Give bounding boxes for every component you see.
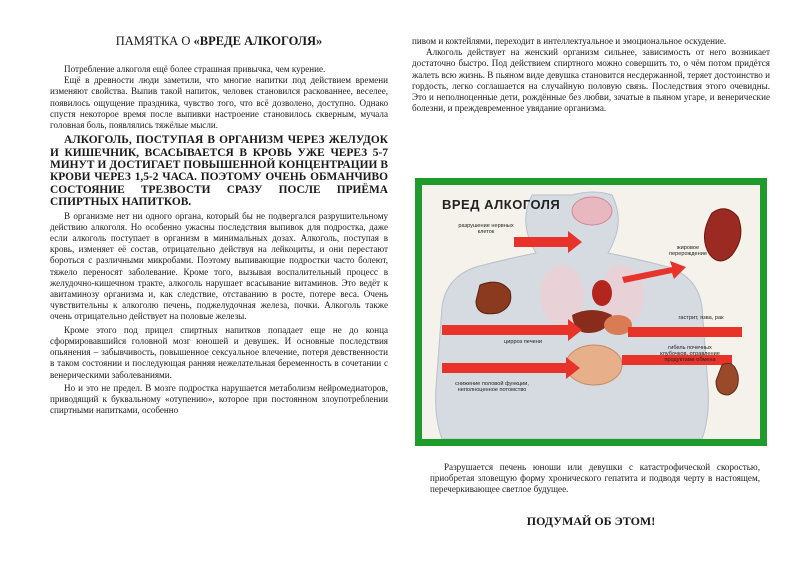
- harm-diagram-frame: [415, 178, 767, 446]
- diagram-title: ВРЕД АЛКОГОЛЯ: [442, 197, 561, 212]
- harm-diagram: [422, 185, 760, 439]
- title-bold: «ВРЕДЕ АЛКОГОЛЯ»: [193, 34, 323, 48]
- paragraph-brain: Кроме этого под прицел спиртных напитков попадает еще не до конца сформировавшийся головной мозг юношей и девушек. И основные последствия опьянения – забывчивость, повышенное сексуальное влечение, потеря девственности в таком состоянии и последующая ранняя нежелательная беременность в сочетании с венерическими заболеваниями.: [50, 324, 388, 380]
- liver-outside-illustration: [476, 282, 511, 314]
- heart-in-body: [592, 280, 612, 306]
- label-stomach: гастрит, язва, рак: [678, 315, 724, 321]
- label-nerves: разрушение нервных клеток: [458, 223, 514, 236]
- paragraph-organs: В организме нет ни одного органа, который бы не подвергался разрушительному действию алкоголя. Но особенно ужасны последствия выпивок для подростка, даже если алкоголь поступает в организм в минимальных дозах. Алкоголь, поступая в кровь, изменяет её состав, отрицательно действуя на лейкоциты, и они перестают бороться с различными микробами. Поэтому выпивающие подростки часто болеют, тяжело переносят заболевание. Кроме того, вызывая воспалительный процесс в желудочно-кишечном тракте, алкоголь нарушает всасывание витаминов. Это ведёт к авитаминозу организма и, как следствие, отставанию в росте, потере веса. Очень чувствительны к алкоголю печень, поджелудочная железа, почки. Алкоголь также очень отрицательно действует на половые железы.: [50, 210, 388, 322]
- title-prefix: ПАМЯТКА О: [115, 34, 194, 48]
- paragraph-continuation: пивом и коктейлями, переходит в интеллектуальное и эмоциональное оскудение.: [412, 36, 727, 46]
- right-column: [412, 36, 770, 114]
- arrow-stomach: [628, 327, 742, 337]
- label-heart: жировое перерождение: [669, 245, 707, 258]
- label-kidney: гибель почечных клубочков, отравление продуктами обмена: [660, 345, 720, 364]
- paragraph-liver-closing: Разрушается печень юноши или девушки с катастрофической скоростью, приобретая зловещую форму хронического гепатита и подводя черту в настоящем, перечеркивающее светлое будущее.: [430, 462, 760, 495]
- paragraph-warning-bold: АЛКОГОЛЬ, ПОСТУПАЯ В ОРГАНИЗМ ЧЕРЕЗ ЖЕЛУДОК И КИШЕЧНИК, ВСАСЫВАЕТСЯ В КРОВЬ УЖЕ ЧЕРЕЗ 5-7 МИНУТ И ДОСТИГАЕТ ПОВЫШЕННОЙ КОНЦЕНТРАЦИИ В КРОВИ ЧЕРЕЗ 1,5-2 ЧАСА. ПОЭТОМУ ОЧЕНЬ ОБМАНЧИВО СОСТОЯНИЕ ТРЕЗВОСТИ СРАЗУ ПОСЛЕ ПРИЁМА СПИРТНЫХ НАПИТКОВ.: [50, 134, 388, 209]
- leaflet-title: [50, 34, 388, 49]
- brain-illustration: [572, 197, 612, 225]
- kidney-outside-illustration: [716, 363, 738, 395]
- paragraph-intro: Потребление алкоголя ещё более страшная привычка, чем курение.: [64, 64, 326, 74]
- paragraph-metabolism: Но и это не предел. В мозге подростка нарушается метаболизм нейромедиаторов, приводящий к буквальному «отупению», которое при постоянном злоупотреблении спиртными напитками, особенно: [50, 382, 388, 416]
- paragraph-female: Алкоголь действует на женский организм сильнее, зависимость от него возникает достаточно быстро. Под действием спиртного можно совершить то, о чём потом придётся жалеть всю жизнь. В пьяном виде девушка становится несдержанной, теряет достоинство и гордость, легко соглашается на случайную половую связь. Последствия этого очевидны. Это и неполноценные дети, рождённые без любви, зачатые в пьяном угаре, и венерические болезни, и преждевременное увядание организма.: [412, 47, 770, 114]
- label-sexual: снижение половой функции, неполноценное потомство: [455, 381, 529, 394]
- paragraph-history: Ещё в древности люди заметили, что многие напитки под действием времени изменяют свойства. Выпив такой напиток, человек становился раскованнее, веселее, появилось ощущение праздника, чувство того, что всё дозволено, доступно. Однако спустя некоторое время после выпивки настроение становилось скверным, мучала головная боль, появлялись тяжёлые мысли.: [50, 75, 388, 131]
- left-column: [50, 64, 388, 416]
- think-about-it-heading: ПОДУМАЙ ОБ ЭТОМ!: [526, 514, 656, 528]
- stomach-in-body: [604, 315, 632, 335]
- label-cirrhosis: цирроз печени: [504, 339, 542, 345]
